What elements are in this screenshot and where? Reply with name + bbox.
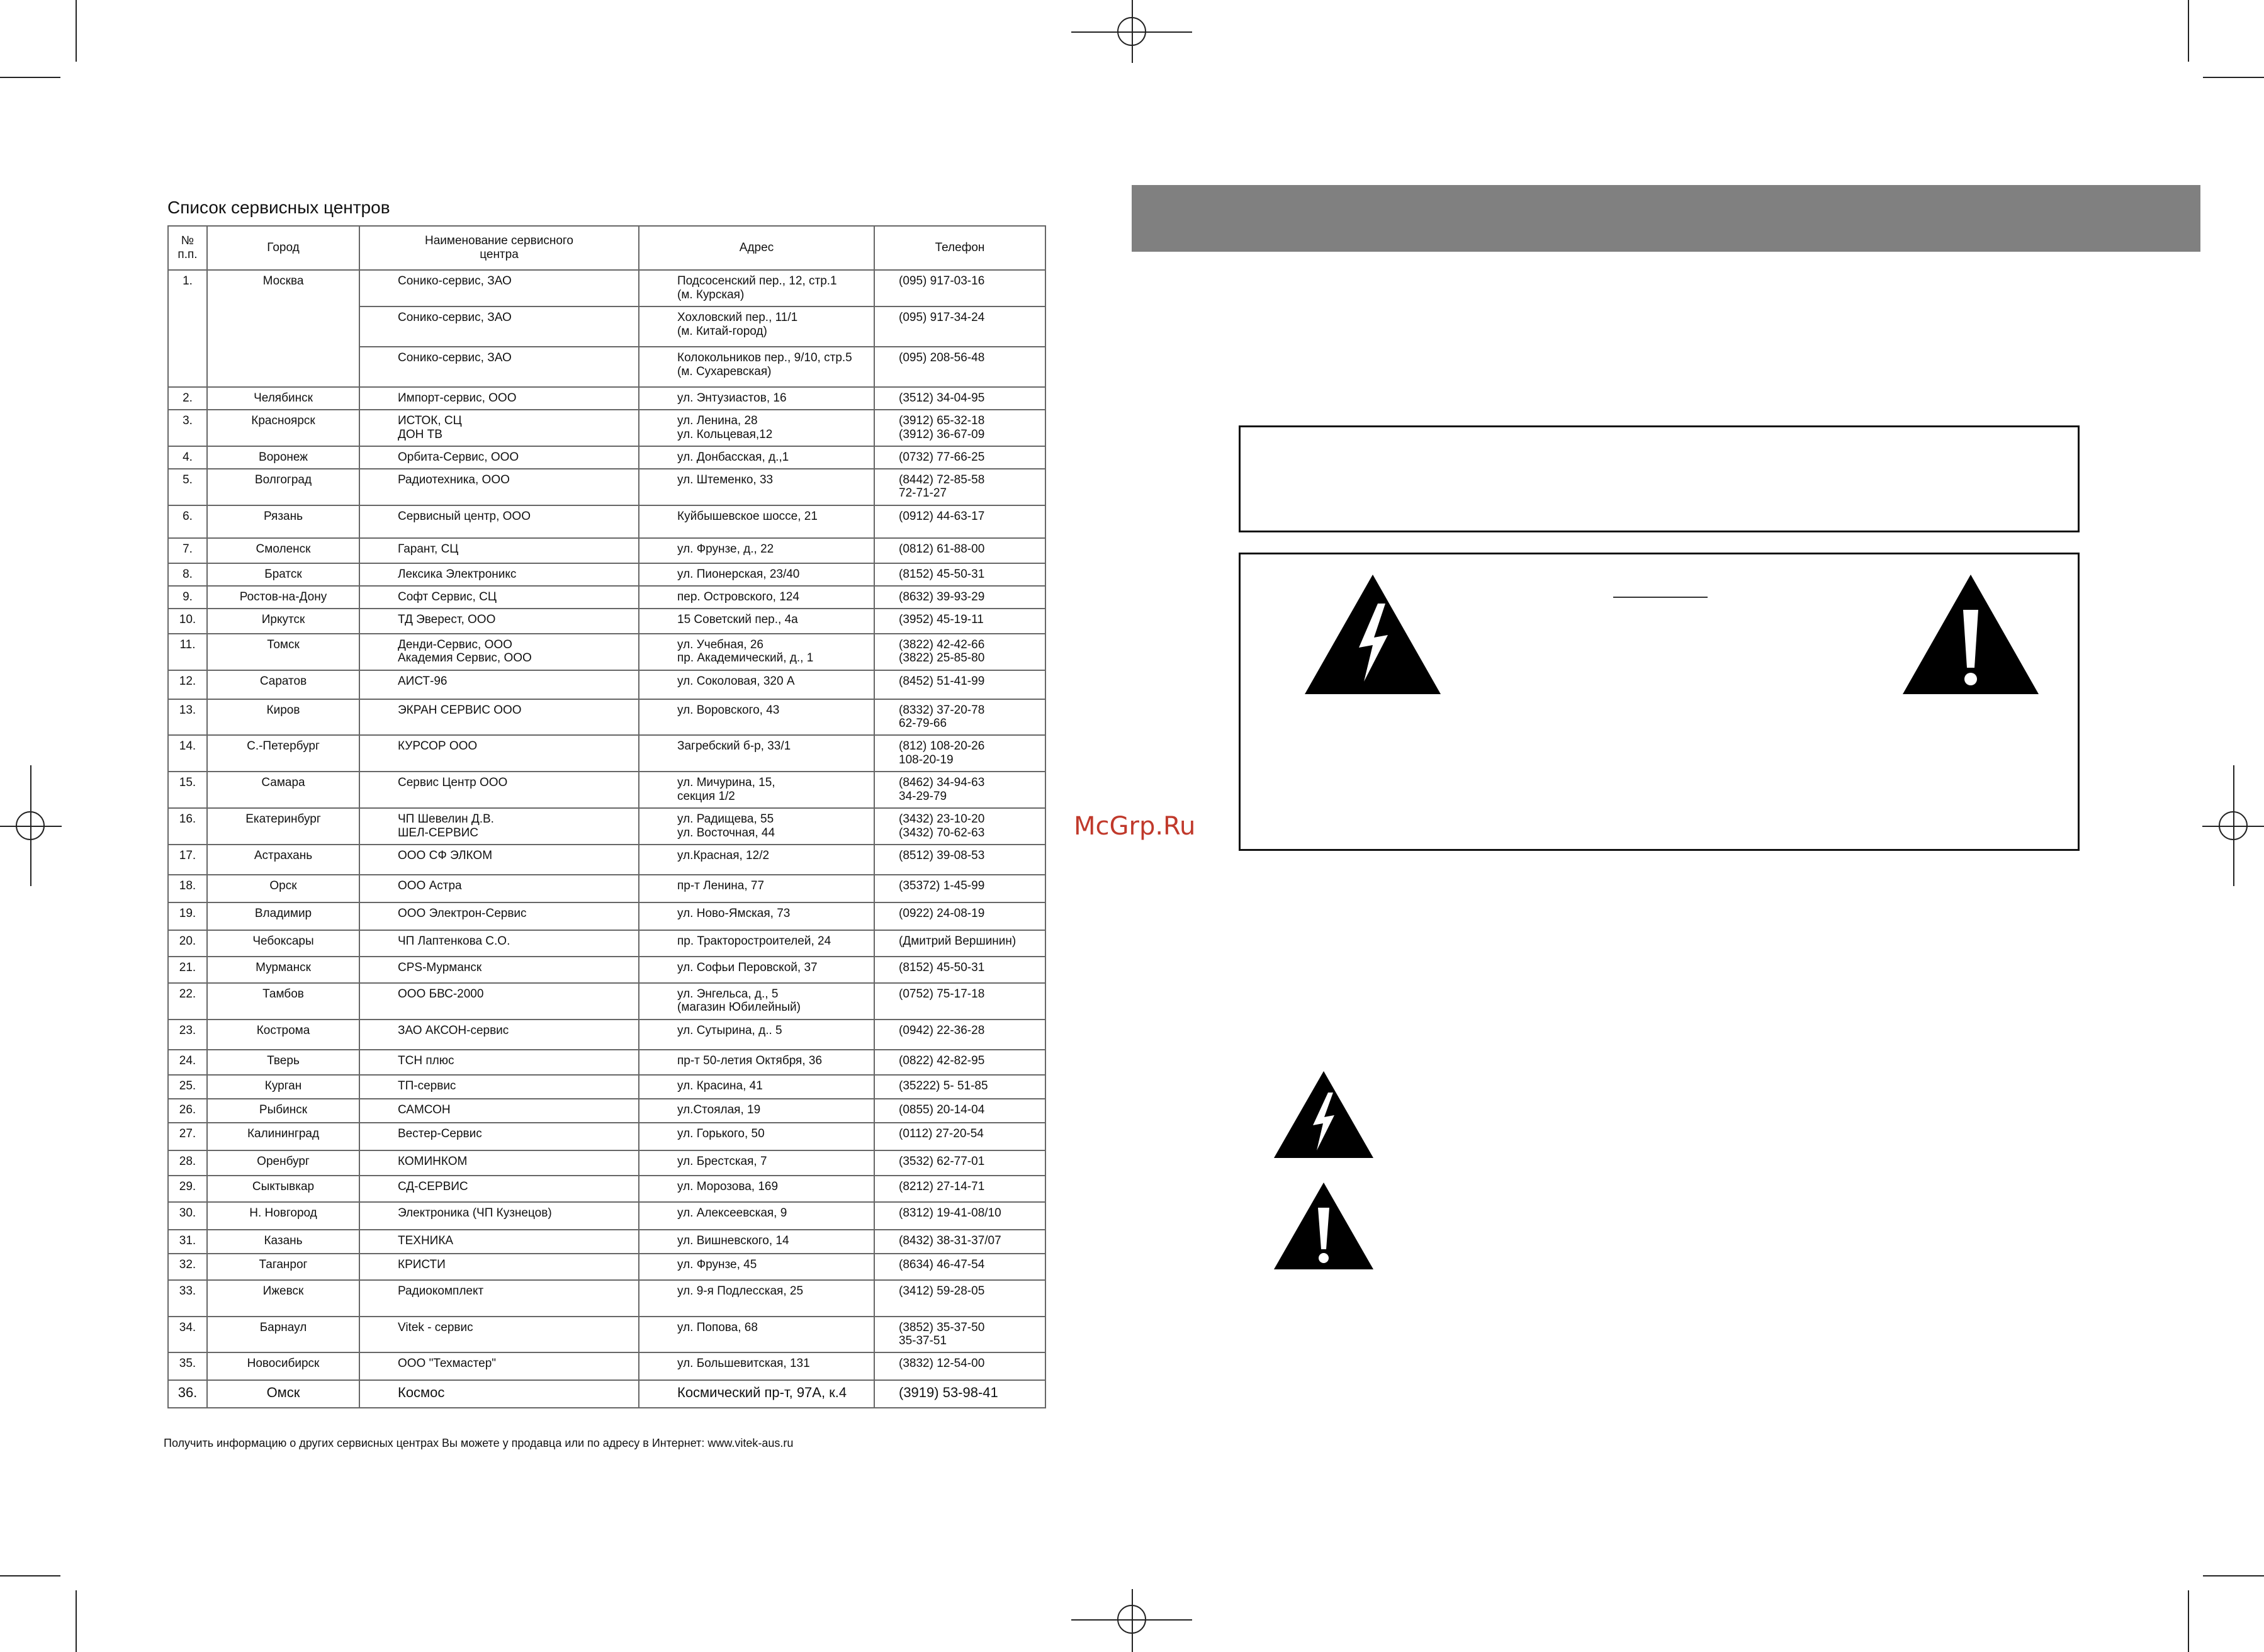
- cell-phone: (3952) 45-19-11: [874, 609, 1045, 634]
- cell-num: 15.: [168, 772, 207, 808]
- table-row: [168, 930, 1045, 957]
- cell-phone: (8332) 37-20-78 62-79-66: [874, 699, 1045, 736]
- cell-phone: (3822) 42-42-66 (3822) 25-85-80: [874, 634, 1045, 670]
- cell-num: 9.: [168, 586, 207, 609]
- table-row: [168, 1254, 1045, 1280]
- cell-address: пер. Островского, 124: [639, 586, 874, 609]
- cell-phone: (0855) 20-14-04: [874, 1099, 1045, 1123]
- cell-num: 19.: [168, 902, 207, 930]
- cell-num: 23.: [168, 1020, 207, 1050]
- cell-phone: (3412) 59-28-05: [874, 1280, 1045, 1317]
- lightning-warning-icon: [1273, 1070, 1375, 1159]
- table-row: [168, 772, 1045, 808]
- table-row: [168, 410, 1045, 446]
- table-row: [168, 469, 1045, 505]
- cell-address: Космический пр-т, 97А, к.4: [639, 1380, 874, 1408]
- cell-name: Сонико-сервис, ЗАО: [359, 270, 639, 306]
- table-row: [168, 563, 1045, 586]
- cell-city: Новосибирск: [207, 1352, 359, 1380]
- cell-num: 5.: [168, 469, 207, 505]
- cell-city: Томск: [207, 634, 359, 670]
- cell-name: АИСТ-96: [359, 670, 639, 699]
- cell-num: 17.: [168, 845, 207, 875]
- cell-phone: (3912) 65-32-18 (3912) 36-67-09: [874, 410, 1045, 446]
- cell-name: Радиотехника, ООО: [359, 469, 639, 505]
- cell-name: Вестер-Сервис: [359, 1123, 639, 1150]
- cell-name: ООО Электрон-Сервис: [359, 902, 639, 930]
- cell-city: Киров: [207, 699, 359, 736]
- cell-name: ИСТОК, СЦ ДОН ТВ: [359, 410, 639, 446]
- cell-num: 3.: [168, 410, 207, 446]
- cell-city: Ижевск: [207, 1280, 359, 1317]
- column-header-phone: Телефон: [874, 226, 1045, 270]
- cell-city: Ростов-на-Дону: [207, 586, 359, 609]
- cell-address: ул. Пионерская, 23/40: [639, 563, 874, 586]
- table-row: [168, 1020, 1045, 1050]
- cell-name: Космос: [359, 1380, 639, 1408]
- cell-num: 11.: [168, 634, 207, 670]
- cell-phone: (8452) 51-41-99: [874, 670, 1045, 699]
- table-row: [168, 699, 1045, 736]
- cell-phone: (8152) 45-50-31: [874, 957, 1045, 983]
- cell-city: Москва: [207, 270, 359, 387]
- cell-city: Барнаул: [207, 1317, 359, 1353]
- cell-city: Орск: [207, 875, 359, 902]
- cell-phone: (0752) 75-17-18: [874, 983, 1045, 1020]
- table-row: [168, 1150, 1045, 1176]
- cell-address: ул. Донбасская, д.,1: [639, 446, 874, 469]
- table-row: [168, 586, 1045, 609]
- cell-name: Сервисный центр, ООО: [359, 505, 639, 538]
- cell-phone: (8512) 39-08-53: [874, 845, 1045, 875]
- cell-city: С.-Петербург: [207, 735, 359, 772]
- cell-address: Колокольников пер., 9/10, стр.5 (м. Сухаревская): [639, 347, 874, 387]
- cell-num: 21.: [168, 957, 207, 983]
- cell-num: 16.: [168, 808, 207, 845]
- cell-address: ул.Стоялая, 19: [639, 1099, 874, 1123]
- cell-city: Кострома: [207, 1020, 359, 1050]
- cell-city: Братск: [207, 563, 359, 586]
- cell-num: 34.: [168, 1317, 207, 1353]
- page-title: Список сервисных центров: [167, 198, 390, 217]
- cell-name: Сонико-сервис, ЗАО: [359, 306, 639, 347]
- cell-num: 7.: [168, 538, 207, 563]
- cell-city: Омск: [207, 1380, 359, 1408]
- cell-address: ул. Большевитская, 131: [639, 1352, 874, 1380]
- cell-name: ООО "Техмастер": [359, 1352, 639, 1380]
- cell-city: Екатеринбург: [207, 808, 359, 845]
- cell-phone: (0822) 42-82-95: [874, 1050, 1045, 1075]
- header-banner: [1132, 185, 2200, 252]
- cell-city: Волгоград: [207, 469, 359, 505]
- cell-num: 36.: [168, 1380, 207, 1408]
- table-row: [168, 1176, 1045, 1202]
- cell-address: ул. Морозова, 169: [639, 1176, 874, 1202]
- cell-num: 1.: [168, 270, 207, 387]
- table-row: [168, 1380, 1045, 1408]
- cell-name: СД-СЕРВИС: [359, 1176, 639, 1202]
- cell-address: ул. Попова, 68: [639, 1317, 874, 1353]
- cell-phone: (0922) 24-08-19: [874, 902, 1045, 930]
- cell-phone: (0912) 44-63-17: [874, 505, 1045, 538]
- table-row: [168, 387, 1045, 410]
- cell-city: Таганрог: [207, 1254, 359, 1280]
- cell-num: 8.: [168, 563, 207, 586]
- cell-num: 25.: [168, 1075, 207, 1099]
- cell-city: Владимир: [207, 902, 359, 930]
- cell-address: ул. Горького, 50: [639, 1123, 874, 1150]
- cell-phone: (3432) 23-10-20 (3432) 70-62-63: [874, 808, 1045, 845]
- cell-phone: (3512) 34-04-95: [874, 387, 1045, 410]
- cell-city: Тамбов: [207, 983, 359, 1020]
- cell-phone: (8432) 38-31-37/07: [874, 1230, 1045, 1254]
- cell-address: Загребский б-р, 33/1: [639, 735, 874, 772]
- table-row: [168, 446, 1045, 469]
- table-row: [168, 735, 1045, 772]
- cell-name: КУРСОР ООО: [359, 735, 639, 772]
- cell-phone: (8212) 27-14-71: [874, 1176, 1045, 1202]
- table-row: [168, 1123, 1045, 1150]
- table-row: [168, 1280, 1045, 1317]
- cell-num: 32.: [168, 1254, 207, 1280]
- cell-phone: (3832) 12-54-00: [874, 1352, 1045, 1380]
- cell-city: Смоленск: [207, 538, 359, 563]
- table-body: [168, 270, 1045, 1408]
- cell-num: 28.: [168, 1150, 207, 1176]
- cell-phone: (812) 108-20-26 108-20-19: [874, 735, 1045, 772]
- table-row: [168, 1317, 1045, 1353]
- cell-phone: (095) 917-34-24: [874, 306, 1045, 347]
- cell-city: Иркутск: [207, 609, 359, 634]
- cell-name: ТП-сервис: [359, 1075, 639, 1099]
- cell-name: КРИСТИ: [359, 1254, 639, 1280]
- cell-name: САМСОН: [359, 1099, 639, 1123]
- cell-address: ул. Вишневского, 14: [639, 1230, 874, 1254]
- lightning-warning-icon: [1304, 573, 1442, 695]
- cell-phone: (8152) 45-50-31: [874, 563, 1045, 586]
- table-row: [168, 1099, 1045, 1123]
- cell-num: 12.: [168, 670, 207, 699]
- table-header-row: [168, 226, 1045, 270]
- cell-address: ул. Ленина, 28 ул. Кольцевая,12: [639, 410, 874, 446]
- table-row: [168, 902, 1045, 930]
- cell-name: ЧП Шевелин Д.В. ШЕЛ-СЕРВИС: [359, 808, 639, 845]
- cell-address: ул.Красная, 12/2: [639, 845, 874, 875]
- exclamation-warning-icon: [1273, 1181, 1375, 1271]
- cell-num: 18.: [168, 875, 207, 902]
- table-row: [168, 983, 1045, 1020]
- cell-address: ул. Учебная, 26 пр. Академический, д., 1: [639, 634, 874, 670]
- cell-name: Импорт-сервис, ООО: [359, 387, 639, 410]
- cell-name: Орбита-Сервис, ООО: [359, 446, 639, 469]
- cell-name: ООО Астра: [359, 875, 639, 902]
- footer-note: Получить информацию о других сервисных центрах Вы можете у продавца или по адресу в Интернет: www.vitek-aus.ru: [164, 1437, 794, 1449]
- cell-phone: (0812) 61-88-00: [874, 538, 1045, 563]
- cell-phone: (0732) 77-66-25: [874, 446, 1045, 469]
- cell-num: 35.: [168, 1352, 207, 1380]
- cell-city: Челябинск: [207, 387, 359, 410]
- table-row: [168, 1352, 1045, 1380]
- cell-city: Красноярск: [207, 410, 359, 446]
- cell-name: ТСН плюс: [359, 1050, 639, 1075]
- cell-city: Астрахань: [207, 845, 359, 875]
- table-row: [168, 1075, 1045, 1099]
- cell-phone: (0112) 27-20-54: [874, 1123, 1045, 1150]
- cell-num: 14.: [168, 735, 207, 772]
- cell-num: 2.: [168, 387, 207, 410]
- cell-address: ул. Соколовая, 320 А: [639, 670, 874, 699]
- cell-name: ТД Эверест, ООО: [359, 609, 639, 634]
- cell-address: ул. Воровского, 43: [639, 699, 874, 736]
- cell-num: 13.: [168, 699, 207, 736]
- cell-phone: (3532) 62-77-01: [874, 1150, 1045, 1176]
- cell-address: ул. Энтузиастов, 16: [639, 387, 874, 410]
- cell-city: Курган: [207, 1075, 359, 1099]
- cell-name: ТЕХНИКА: [359, 1230, 639, 1254]
- cell-address: ул. Энгельса, д., 5 (магазин Юбилейный): [639, 983, 874, 1020]
- cell-city: Н. Новгород: [207, 1202, 359, 1230]
- column-header-num: № п.п.: [168, 226, 207, 270]
- cell-num: 30.: [168, 1202, 207, 1230]
- table-row: [168, 1230, 1045, 1254]
- cell-address: ул. Брестская, 7: [639, 1150, 874, 1176]
- cell-name: Сервис Центр ООО: [359, 772, 639, 808]
- cell-city: Тверь: [207, 1050, 359, 1075]
- cell-address: ул. Радищева, 55 ул. Восточная, 44: [639, 808, 874, 845]
- cell-address: ул. Фрунзе, 45: [639, 1254, 874, 1280]
- cell-city: Рязань: [207, 505, 359, 538]
- cell-address: ул. Красина, 41: [639, 1075, 874, 1099]
- cell-address: пр-т 50-летия Октября, 36: [639, 1050, 874, 1075]
- cell-name: Денди-Сервис, ООО Академия Сервис, ООО: [359, 634, 639, 670]
- cell-name: ЧП Лаптенкова С.О.: [359, 930, 639, 957]
- table-row: [168, 634, 1045, 670]
- cell-name: CPS-Мурманск: [359, 957, 639, 983]
- cell-phone: (3852) 35-37-50 35-37-51: [874, 1317, 1045, 1353]
- cell-phone: (35372) 1-45-99: [874, 875, 1045, 902]
- cell-city: Самара: [207, 772, 359, 808]
- cell-name: Гарант, СЦ: [359, 538, 639, 563]
- table-row: [168, 538, 1045, 563]
- table-row: [168, 670, 1045, 699]
- table-row: [168, 609, 1045, 634]
- cell-name: Софт Сервис, СЦ: [359, 586, 639, 609]
- cell-num: 27.: [168, 1123, 207, 1150]
- cell-num: 24.: [168, 1050, 207, 1075]
- notice-box: [1239, 425, 2080, 532]
- cell-address: ул. Мичурина, 15, секция 1/2: [639, 772, 874, 808]
- cell-num: 10.: [168, 609, 207, 634]
- cell-name: Радиокомплект: [359, 1280, 639, 1317]
- cell-address: ул. 9-я Подлесская, 25: [639, 1280, 874, 1317]
- column-header-city: Город: [207, 226, 359, 270]
- cell-address: пр-т Ленина, 77: [639, 875, 874, 902]
- table-row: [168, 270, 1045, 306]
- cell-num: 26.: [168, 1099, 207, 1123]
- cell-name: ООО СФ ЭЛКОМ: [359, 845, 639, 875]
- cell-city: Калининград: [207, 1123, 359, 1150]
- cell-address: ул. Алексеевская, 9: [639, 1202, 874, 1230]
- cell-city: Рыбинск: [207, 1099, 359, 1123]
- cell-phone: (Дмитрий Вершинин): [874, 930, 1045, 957]
- cell-address: ул. Фрунзе, д., 22: [639, 538, 874, 563]
- cell-phone: (8442) 72-85-58 72-71-27: [874, 469, 1045, 505]
- cell-name: КОМИНКОМ: [359, 1150, 639, 1176]
- cell-name: Электроника (ЧП Кузнецов): [359, 1202, 639, 1230]
- cell-address: 15 Советский пер., 4а: [639, 609, 874, 634]
- cell-name: Vitek - сервис: [359, 1317, 639, 1353]
- cell-city: Мурманск: [207, 957, 359, 983]
- cell-phone: (35222) 5- 51-85: [874, 1075, 1045, 1099]
- cell-num: 22.: [168, 983, 207, 1020]
- cell-address: ул. Штеменко, 33: [639, 469, 874, 505]
- cell-num: 31.: [168, 1230, 207, 1254]
- cell-phone: (095) 208-56-48: [874, 347, 1045, 387]
- table-row: [168, 505, 1045, 538]
- cell-name: Лексика Электроникс: [359, 563, 639, 586]
- cell-city: Воронеж: [207, 446, 359, 469]
- table-row: [168, 957, 1045, 983]
- column-header-address: Адрес: [639, 226, 874, 270]
- cell-address: Хохловский пер., 11/1 (м. Китай-город): [639, 306, 874, 347]
- cell-address: ул. Ново-Ямская, 73: [639, 902, 874, 930]
- table-row: [168, 808, 1045, 845]
- cell-phone: (3919) 53-98-41: [874, 1380, 1045, 1408]
- cell-num: 4.: [168, 446, 207, 469]
- watermark: McGrp.Ru: [1074, 812, 1196, 841]
- cell-name: ЭКРАН СЕРВИС ООО: [359, 699, 639, 736]
- service-centers-table: [167, 225, 1046, 1408]
- cell-city: Чебоксары: [207, 930, 359, 957]
- column-header-name: Наименование сервисного центра: [359, 226, 639, 270]
- cell-name: Сонико-сервис, ЗАО: [359, 347, 639, 387]
- divider: [1613, 597, 1708, 598]
- cell-city: Саратов: [207, 670, 359, 699]
- table-row: [168, 875, 1045, 902]
- cell-address: ул. Софьи Перовской, 37: [639, 957, 874, 983]
- cell-phone: (8632) 39-93-29: [874, 586, 1045, 609]
- table-row: [168, 845, 1045, 875]
- cell-address: Подсосенский пер., 12, стр.1 (м. Курская): [639, 270, 874, 306]
- cell-city: Оренбург: [207, 1150, 359, 1176]
- cell-num: 20.: [168, 930, 207, 957]
- cell-name: ООО БВС-2000: [359, 983, 639, 1020]
- cell-phone: (095) 917-03-16: [874, 270, 1045, 306]
- cell-num: 29.: [168, 1176, 207, 1202]
- table-row: [168, 1202, 1045, 1230]
- cell-address: Куйбышевское шоссе, 21: [639, 505, 874, 538]
- cell-num: 33.: [168, 1280, 207, 1317]
- cell-name: ЗАО АКСОН-сервис: [359, 1020, 639, 1050]
- cell-phone: (0942) 22-36-28: [874, 1020, 1045, 1050]
- cell-phone: (8312) 19-41-08/10: [874, 1202, 1045, 1230]
- cell-phone: (8634) 46-47-54: [874, 1254, 1045, 1280]
- cell-phone: (8462) 34-94-63 34-29-79: [874, 772, 1045, 808]
- cell-city: Казань: [207, 1230, 359, 1254]
- cell-address: ул. Сутырина, д.. 5: [639, 1020, 874, 1050]
- exclamation-warning-icon: [1901, 573, 2040, 695]
- cell-address: пр. Тракторостроителей, 24: [639, 930, 874, 957]
- table-row: [168, 1050, 1045, 1075]
- cell-num: 6.: [168, 505, 207, 538]
- cell-city: Сыктывкар: [207, 1176, 359, 1202]
